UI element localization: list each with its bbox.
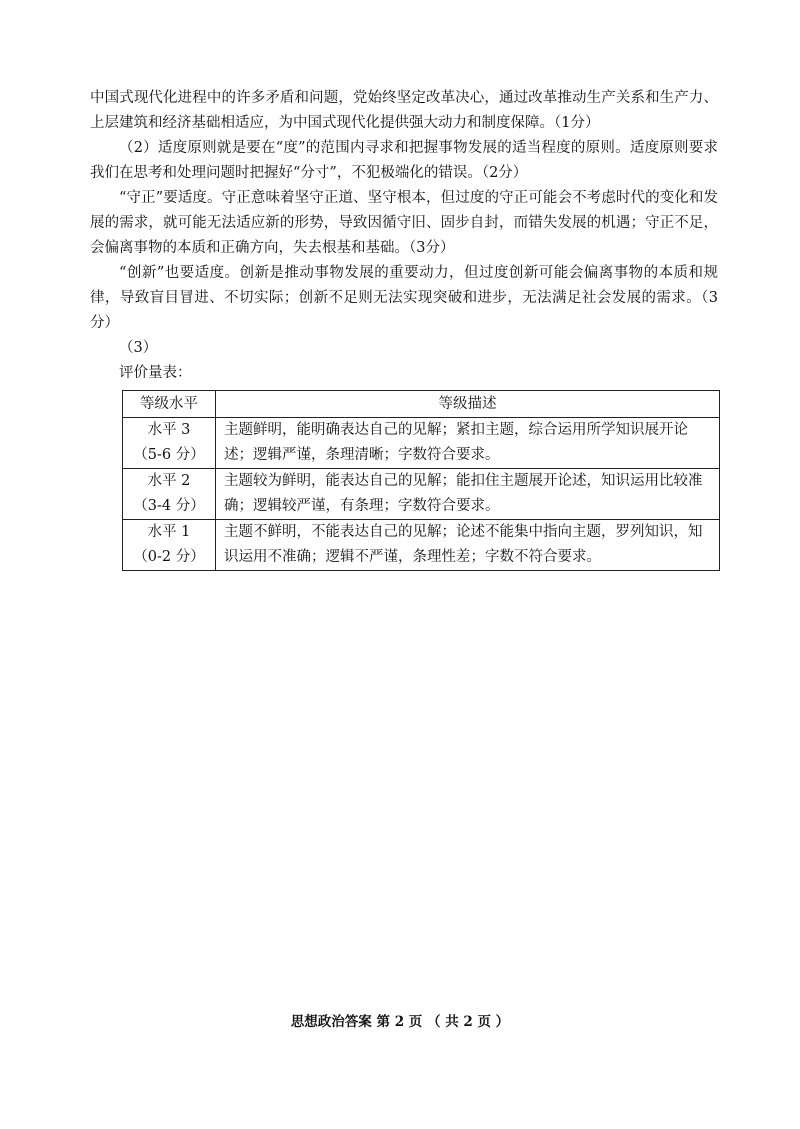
page-footer: 思想政治答案 第 2 页 （ 共 2 页 ）	[290, 1014, 510, 1030]
header-level: 等级水平	[123, 391, 216, 418]
level-description: 主题较为鲜明，能表达自己的见解；能扣住主题展开论述，知识运用比较准确；逻辑较严谨，有条理；字数符合要求。	[216, 469, 720, 520]
level-score: （5-6 分）	[133, 447, 205, 463]
header-description: 等级描述	[216, 391, 720, 418]
table-row	[123, 520, 720, 571]
paragraph-shouzheng: “守正”要适度。守正意味着坚守正道、坚守根本，但过度的守正可能会不考虑时代的变化和发展的需求，就可能无法适应新的形势，导致因循守旧、固步自封，而错失发展的机遇；守正不足，会偏离事物的本质和正确方向，失去根基和基础。（3分）	[90, 190, 718, 256]
level-name: 水平 1	[147, 524, 191, 540]
rubric-header-row	[123, 391, 720, 418]
level-description: 主题不鲜明，不能表达自己的见解；论述不能集中指向主题，罗列知识，知识运用不准确；逻辑不严谨，条理性差；字数不符合要求。	[216, 520, 720, 571]
level-cell	[123, 520, 216, 571]
paragraph-moderation-principle: （2）适度原则就是要在“度”的范围内寻求和把握事物发展的适当程度的原则。适度原则要求我们在思考和处理问题时把握好“分寸”，不犯极端化的错误。（2分）	[90, 140, 718, 181]
table-row	[123, 418, 720, 469]
level-description: 主题鲜明，能明确表达自己的见解；紧扣主题，综合运用所学知识展开论述；逻辑严谨，条理清晰；字数符合要求。	[216, 418, 720, 469]
table-row	[123, 469, 720, 520]
rubric-table	[122, 390, 720, 571]
paragraph-q1-conclusion: 中国式现代化进程中的许多矛盾和问题，党始终坚定改革决心，通过改革推动生产关系和生产力、上层建筑和经济基础相适应，为中国式现代化提供强大动力和制度保障。（1分）	[90, 90, 718, 131]
paragraph-innovation: “创新”也要适度。创新是推动事物发展的重要动力，但过度创新可能会偏离事物的本质和规律，导致盲目冒进、不切实际；创新不足则无法实现突破和进步，无法满足社会发展的需求。（3分）	[90, 265, 718, 331]
answer-content	[90, 86, 718, 571]
level-score: （0-2 分）	[133, 549, 205, 565]
rubric-label: 评价量表：	[119, 365, 192, 381]
level-name: 水平 3	[147, 422, 191, 438]
level-score: （3-4 分）	[133, 498, 205, 514]
level-name: 水平 2	[147, 473, 191, 489]
level-cell	[123, 418, 216, 469]
question-3-label: （3）	[119, 340, 158, 356]
level-cell	[123, 469, 216, 520]
